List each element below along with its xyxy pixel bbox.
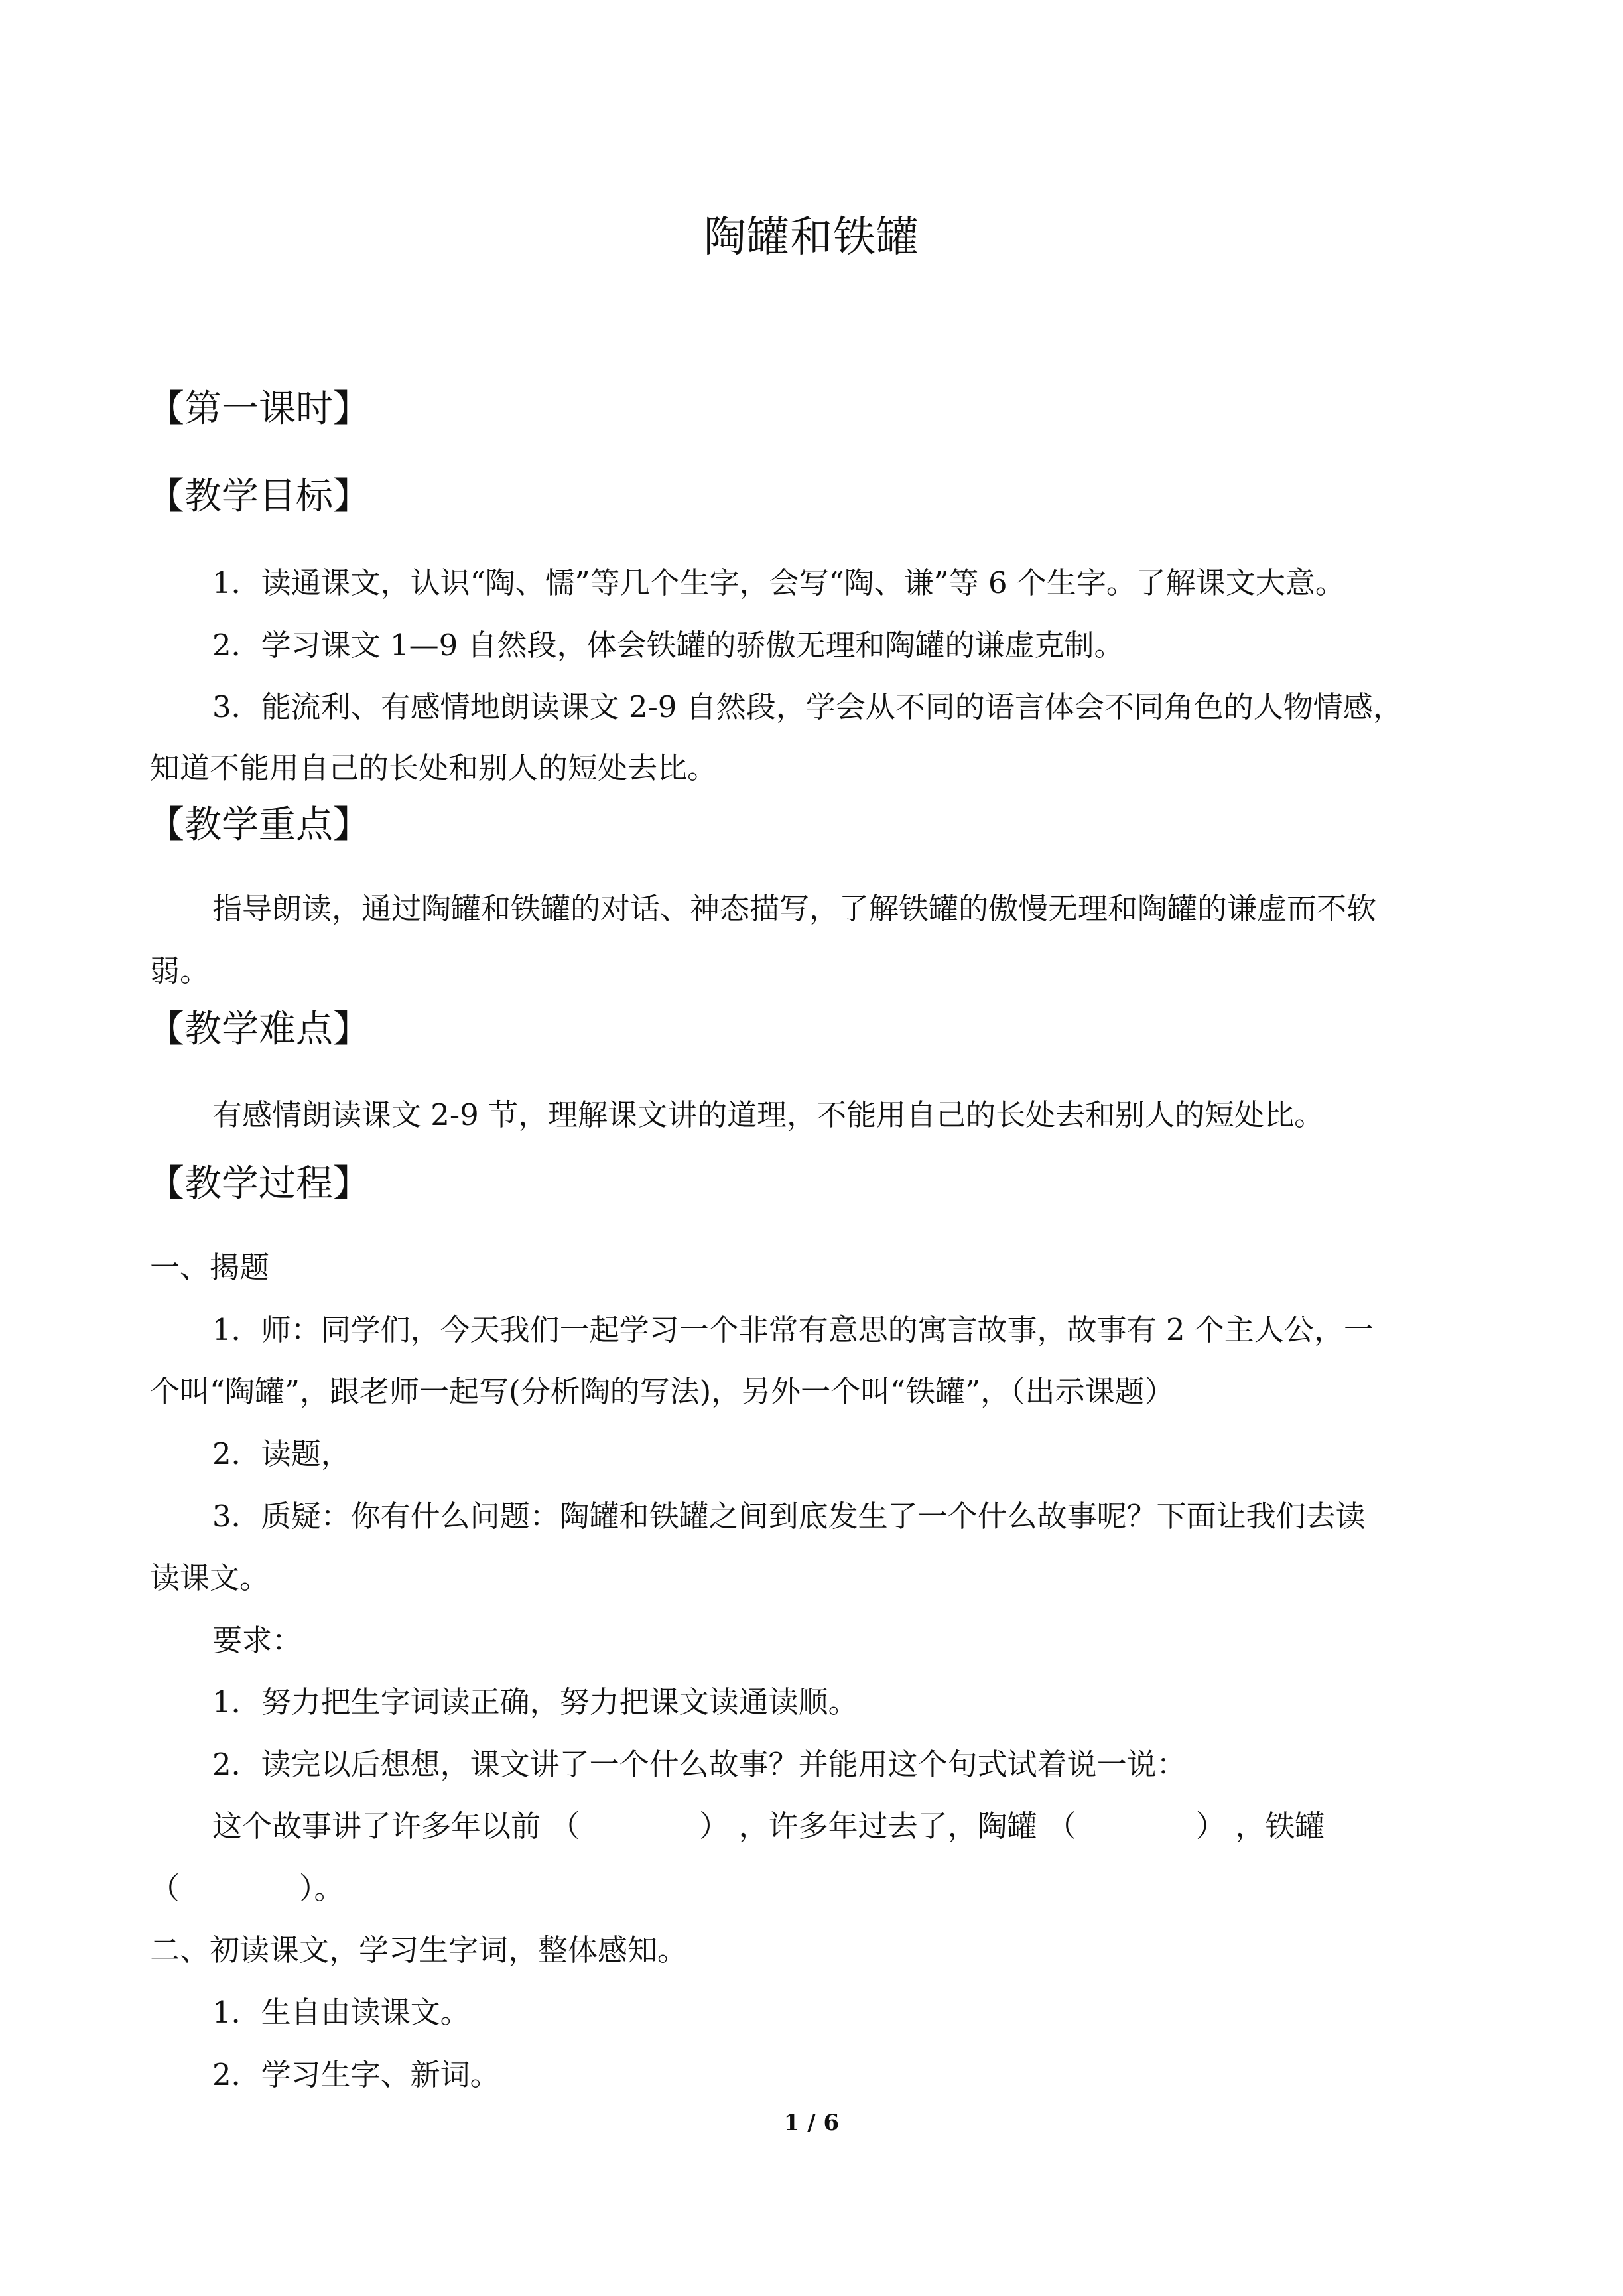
- process-item-1-line-1: 1．师：同学们，今天我们一起学习一个非常有意思的寓言故事，故事有 2 个主人公，一: [212, 1312, 1374, 1347]
- goal-item-3-line-1: 3．能流利、有感情地朗读课文 2-9 自然段，学会从不同的语言体会不同角色的人物情感，: [212, 689, 1403, 724]
- section-heading-difficulties: 【教学难点】: [147, 1008, 370, 1051]
- process-part-2-heading: 二、初读课文，学习生字词，整体感知。: [150, 1932, 688, 1968]
- requirement-1: 1．努力把生字词读正确，努力把课文读通读顺。: [212, 1684, 858, 1720]
- difficulties-text: 有感情朗读课文 2-9 节，理解课文讲的道理，不能用自己的长处去和别人的短处比。: [212, 1097, 1325, 1132]
- section-heading-key-points: 【教学重点】: [147, 803, 370, 846]
- process-part-1-heading: 一、揭题: [150, 1250, 270, 1285]
- goal-item-1: 1．读通课文，认识“陶、懦”等几个生字，会写“陶、谦”等 6 个生字。了解课文大意。: [212, 565, 1345, 600]
- key-points-line-1: 指导朗读，通过陶罐和铁罐的对话、神态描写，了解铁罐的傲慢无理和陶罐的谦虚而不软: [212, 891, 1377, 926]
- process-item-1-line-2: 个叫“陶罐”，跟老师一起写(分析陶的写法)，另外一个叫“铁罐”，（出示课题）: [150, 1374, 1175, 1409]
- process-part-2-item-2: 2．学习生字、新词。: [212, 2057, 500, 2092]
- document-title: 陶罐和铁罐: [704, 213, 919, 262]
- requirements-label: 要求：: [212, 1623, 302, 1658]
- process-item-3-line-1: 3．质疑：你有什么问题：陶罐和铁罐之间到底发生了一个什么故事呢？下面让我们去读: [212, 1499, 1366, 1534]
- key-points-line-2: 弱。: [150, 953, 210, 988]
- sentence-pattern-line-2: （ ）。: [150, 1871, 344, 1906]
- process-part-2-item-1: 1．生自由读课文。: [212, 1995, 470, 2030]
- section-heading-goals: 【教学目标】: [147, 475, 370, 518]
- goal-item-3-line-2: 知道不能用自己的长处和别人的短处去比。: [150, 750, 718, 785]
- page-number: 1 / 6: [783, 2110, 840, 2136]
- process-item-2: 2．读题，: [212, 1436, 351, 1471]
- section-heading-process: 【教学过程】: [147, 1162, 370, 1205]
- process-item-3-line-2: 读课文。: [150, 1560, 270, 1595]
- sentence-pattern-line-1: 这个故事讲了许多年以前 （ ） ，许多年过去了，陶罐 （ ） ，铁罐: [212, 1808, 1325, 1844]
- goal-item-2: 2．学习课文 1—9 自然段，体会铁罐的骄傲无理和陶罐的谦虚克制。: [212, 628, 1124, 663]
- requirement-2: 2．读完以后想想，课文讲了一个什么故事？并能用这个句式试着说一说：: [212, 1747, 1187, 1782]
- section-heading-lesson: 【第一课时】: [147, 387, 370, 431]
